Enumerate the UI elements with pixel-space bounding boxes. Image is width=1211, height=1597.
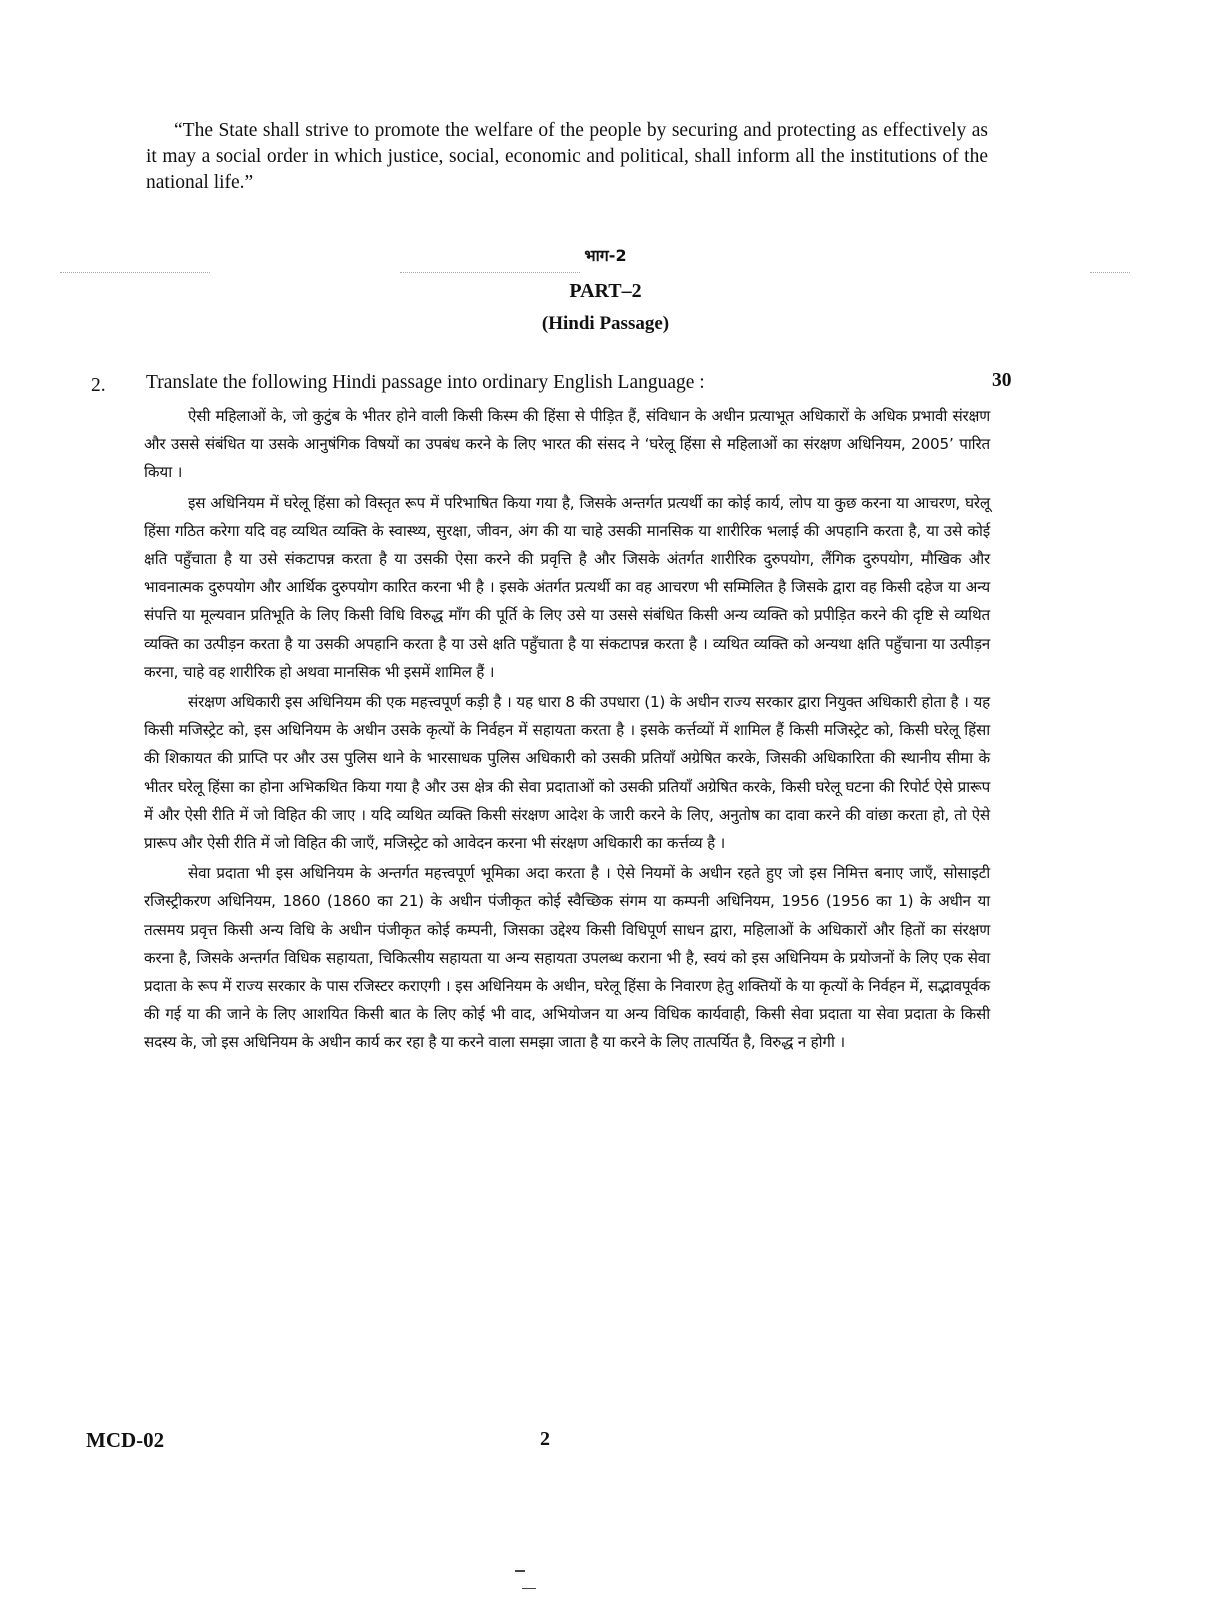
section-label-hindi: भाग-2 [584,246,627,265]
passage-paragraph: ऐसी महिलाओं के, जो कुटुंब के भीतर होने वाली किसी किस्म की हिंसा से पीड़ित हैं, संविधान के अधीन प्रत्याभूत अधिकारों के अधिक प्रभावी संरक्षण और उससे संबंधित या उसके आनुषंगिक विषयों का उपबंध करने के लिए भारत की संसद ने ‘घरेलू हिंसा से महिलाओं का संरक्षण अधिनियम, 2005’ पारित किया । [144,407,990,482]
section-title: PART–2 [569,280,642,302]
passage-paragraph: इस अधिनियम में घरेलू हिंसा को विस्तृत रूप में परिभाषित किया गया है, जिसके अन्तर्गत प्रत्यर्थी का कोई कार्य, लोप या कुछ करना या आचरण, घरेलू हिंसा गठित करेगा यदि वह व्यथित व्यक्ति के स्वास्थ्य, सुरक्षा, जीवन, अंग की या चाहे उसकी मानसिक या शारीरिक भलाई की अपहानि करता है, या उसे कोई क्षति पहुँचाता है या उसे संकटापन्न करता है या उसकी ऐसा करने की प्रवृत्ति है और जिसके अंतर्गत शारीरिक दुरुपयोग, लैंगिक दुरुपयोग, मौखिक और भावनात्मक दुरुपयोग और आर्थिक दुरुपयोग कारित करना भी है । इसके अंतर्गत प्रत्यर्थी का वह आचरण भी सम्मिलित है जिसके द्वारा वह किसी दहेज या अन्य संपत्ति या मूल्यवान प्रतिभूति के लिए किसी विधि विरुद्ध माँग की पूर्ति के लिए उसे या उससे संबंधित किसी अन्य व्यक्ति को प्रपीड़ित करने की दृष्टि से व्यथित व्यक्ति का उत्पीड़न करता है या उसकी अपहानि करता है या उसे क्षति पहुँचाता है या संकटापन्न करता है । व्यथित व्यक्ति को अन्यथा क्षति पहुँचाना या उत्पीड़न करना, चाहे वह शारीरिक हो अथवा मानसिक भी इसमें शामिल हैं । [144,493,990,681]
question-marks: 30 [992,370,1012,391]
scan-artifact-line [1090,272,1130,274]
scan-artifact-line [60,272,210,274]
passage-paragraph: संरक्षण अधिकारी इस अधिनियम की एक महत्त्वपूर्ण कड़ी है । यह धारा 8 की उपधारा (1) के अधीन राज्य सरकार द्वारा नियुक्त अधिकारी होता है । यह किसी मजिस्ट्रेट को, इस अधिनियम के अधीन उसके कृत्यों के निर्वहन में सहायता करता है । इसके कर्त्तव्यों में शामिल हैं किसी मजिस्ट्रेट को, किसी घरेलू हिंसा की शिकायत की प्राप्ति पर और उस पुलिस थाने के भारसाधक पुलिस अधिकारी को उसकी प्रतियाँ अग्रेषित करके, जिसकी अधिकारिता की स्थानीय सीमा के भीतर घरेलू हिंसा का होना अभिकथित किया गया है और उस क्षेत्र की सेवा प्रदाताओं को उसकी प्रतियाँ अग्रेषित करके, किसी घरेलू घटना की रिपोर्ट ऐसे प्रारूप में और ऐसी रीति में जो विहित की जाए । यदि व्यथित व्यक्ति किसी संरक्षण आदेश के जारी करने के लिए, अनुतोष का दावा करने की वांछा करता हो, तो ऐसे प्रारूप और ऐसी रीति में जो विहित की जाएँ, मजिस्ट्रेट को आवेदन करना भी संरक्षण अधिकारी का कर्त्तव्य है । [144,693,990,853]
quoted-passage [146,118,988,196]
quote-text: “The State shall strive to promote the welfare of the people by securing and protecting as effectively as it may a social order in which justice, social, economic and political, shall inform all the institutions of the national life.” [146,120,988,193]
question-instruction: Translate the following Hindi passage into ordinary English Language : [146,372,705,393]
scan-artifact-mark [515,1570,525,1572]
page-number: 2 [540,1428,550,1450]
hindi-passage [144,402,990,1059]
question-number: 2. [91,375,106,396]
passage-paragraph: सेवा प्रदाता भी इस अधिनियम के अन्तर्गत महत्त्वपूर्ण भूमिका अदा करता है । ऐसे नियमों के अधीन रहते हुए जो इस निमित्त बनाए जाएँ, सोसाइटी रजिस्ट्रीकरण अधिनियम, 1860 (1860 का 21) के अधीन पंजीकृत कोई स्वैच्छिक संगम या कम्पनी अधिनियम, 1956 (1956 का 1) के अधीन या तत्समय प्रवृत्त किसी अन्य विधि के अधीन पंजीकृत कोई कम्पनी, जिसका उद्देश्य किसी विधिपूर्ण साधन द्वारा, महिलाओं के अधिकारों और हितों का संरक्षण करना है, जिसके अन्तर्गत विधिक सहायता, चिकित्सीय सहायता या अन्य सहायता उपलब्ध कराना भी है, स्वयं को इस अधिनियम के प्रयोजनों के लिए एक सेवा प्रदाता के रूप में राज्य सरकार के पास रजिस्टर कराएगी । इस अधिनियम के अधीन, घरेलू हिंसा के निवारण हेतु शक्तियों के या कृत्यों के निर्वहन में, सद्भावपूर्वक की गई या की जाने के लिए आशयित किसी बात के लिए कोई भी वाद, अभियोजन या अन्य विधिक कार्यवाही, किसी सेवा प्रदाता या सेवा प्रदाता के किसी सदस्य के, जो इस अधिनियम के अधीन कार्य कर रहा है या करने वाला समझा जाता है या करने के लिए तात्पर्यित है, विरुद्ध न होगी । [144,864,990,1052]
scan-artifact-line [400,272,580,274]
scan-artifact-mark [522,1588,536,1589]
section-subtitle: (Hindi Passage) [541,313,670,334]
paper-code: MCD-02 [86,1428,165,1452]
